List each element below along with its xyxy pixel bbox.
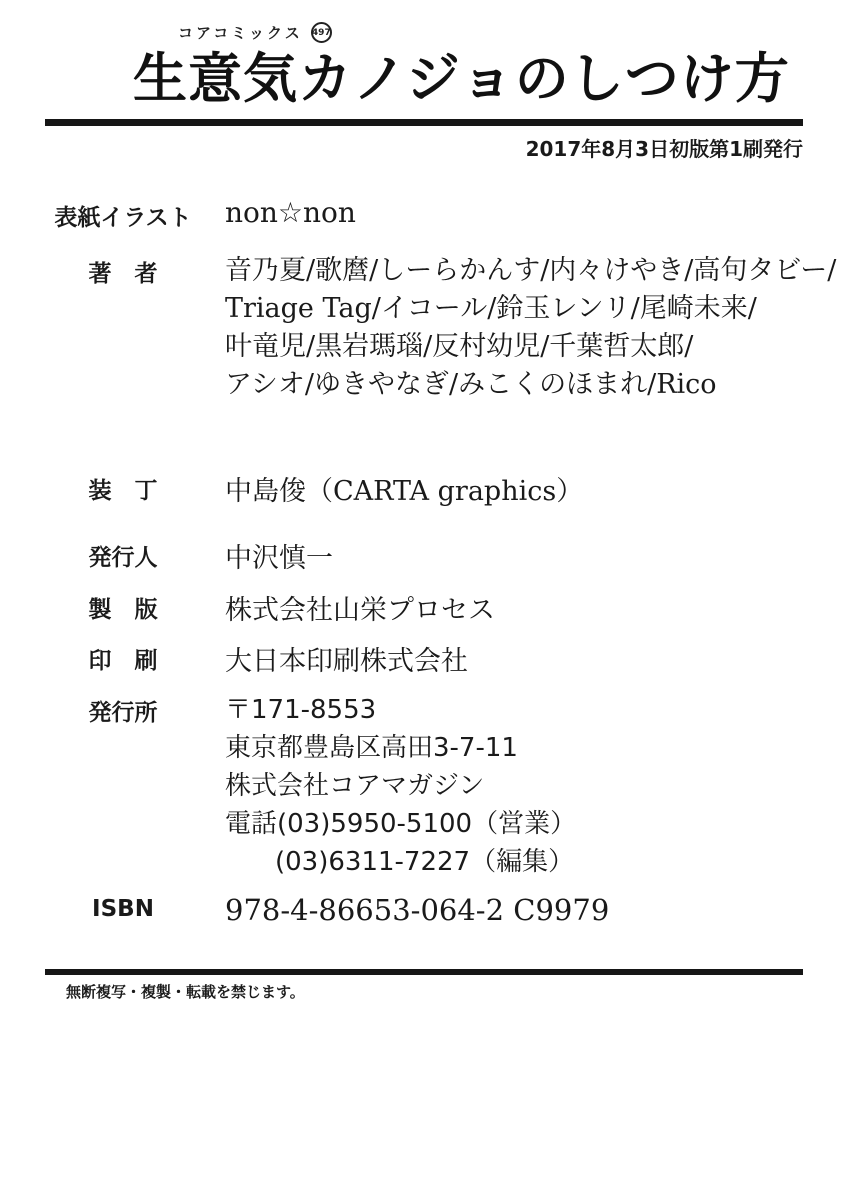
series-number-badge: 497 (311, 22, 332, 43)
cover-illustrator-value: non☆non (225, 196, 356, 229)
office-address: 東京都豊島区高田3-7-11 (225, 733, 518, 763)
row-authors (48, 252, 836, 404)
row-isbn (48, 893, 609, 927)
plate-making-value: 株式会社山栄プロセス (225, 595, 495, 626)
authors-line: 叶竜児/黒岩瑪瑙/反村幼児/千葉哲太郎/ (225, 331, 694, 362)
cover-illustrator-label: 表紙イラスト (54, 205, 192, 231)
publisher-office-value (225, 691, 576, 881)
authors-value (225, 252, 836, 404)
divider-bottom (45, 969, 803, 975)
office-postal-code: 〒171-8553 (225, 695, 377, 725)
publisher-person-value: 中沢慎一 (225, 543, 333, 574)
plate-making-label: 製 版 (88, 597, 158, 623)
office-company: 株式会社コアマガジン (225, 771, 485, 801)
edition-date: 2017年8月3日初版第1刷発行 (525, 137, 803, 161)
series-label: コアコミックス (178, 24, 303, 42)
row-cover-illustrator (48, 196, 356, 232)
isbn-label: ISBN (92, 896, 154, 922)
row-plate-making (48, 588, 495, 627)
design-label: 装 丁 (88, 478, 158, 504)
row-publisher-office (48, 691, 576, 881)
printing-label: 印 刷 (88, 648, 158, 674)
authors-label: 著 者 (88, 261, 158, 287)
authors-line: Triage Tag/イコール/鈴玉レンリ/尾崎未来/ (225, 293, 757, 324)
row-design (48, 469, 583, 508)
divider-top (45, 119, 803, 126)
page-title: 生意気カノジョのしつけ方 (133, 47, 790, 110)
series-line (178, 22, 332, 43)
copyright-notice: 無断複写・複製・転載を禁じます。 (66, 983, 305, 1001)
publisher-office-label: 発行所 (88, 700, 158, 726)
office-phone-sales: 電話(03)5950-5100（営業） (225, 809, 577, 839)
office-phone-editorial: (03)6311-7227（編集） (275, 847, 575, 877)
publisher-person-label: 発行人 (88, 545, 158, 571)
authors-line: 音乃夏/歌麿/しーらかんす/内々けやき/高句タビー/ (225, 255, 837, 286)
isbn-value: 978-4-86653-064-2 C9979 (225, 893, 610, 927)
authors-line: アシオ/ゆきやなぎ/みこくのほまれ/Rico (225, 369, 717, 400)
row-printing (48, 639, 468, 678)
row-publisher-person (48, 536, 333, 575)
design-value: 中島俊（CARTA graphics） (225, 476, 584, 507)
printing-value: 大日本印刷株式会社 (225, 646, 468, 677)
